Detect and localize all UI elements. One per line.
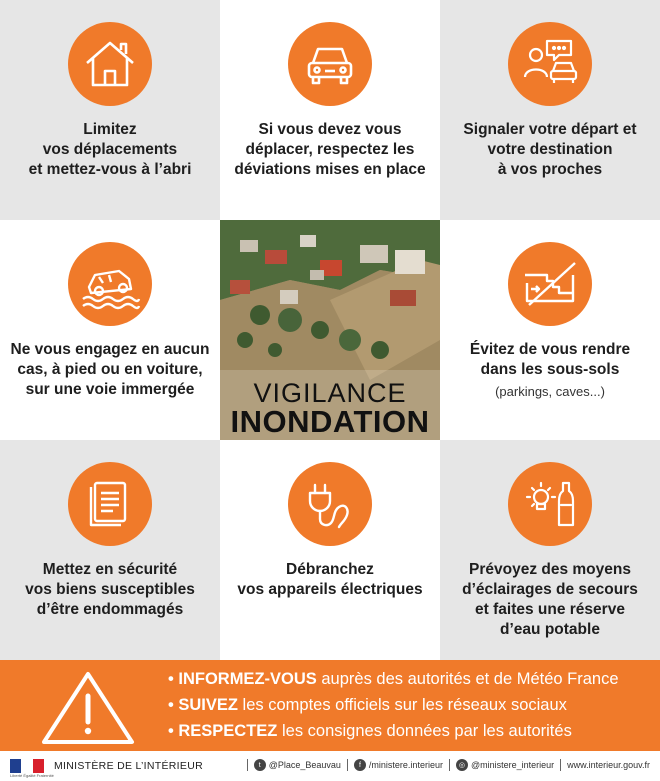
banner-item-inform: • INFORMEZ-VOUS auprès des autorités et de Météo France <box>168 670 619 688</box>
no-basement-icon <box>508 242 592 326</box>
advice-unplug-devices <box>220 440 440 660</box>
cell-line: vos biens susceptibles <box>25 581 195 598</box>
car-icon <box>288 22 372 106</box>
car-in-water-icon <box>68 242 152 326</box>
french-flag-logo <box>10 759 44 773</box>
twitter-icon: t <box>254 759 266 771</box>
cell-line: Débranchez <box>286 561 374 578</box>
documents-icon <box>68 462 152 546</box>
advice-emergency-lighting-water <box>440 440 660 660</box>
cell-line: déplacer, respectez les <box>245 141 415 158</box>
footer <box>0 751 660 781</box>
banner-item-respect: • RESPECTEZ les consignes données par les autorités <box>168 722 572 740</box>
cell-subtext: (parkings, caves...) <box>495 384 605 399</box>
cell-line: et faites une réserve <box>475 601 625 618</box>
inondation-title: INONDATION <box>230 404 430 439</box>
cell-line: à vos proches <box>497 161 603 178</box>
cell-line: vos appareils électriques <box>237 581 423 598</box>
plug-icon <box>288 462 372 546</box>
banner-item-follow: • SUIVEZ les comptes officiels sur les réseaux sociaux <box>168 696 567 714</box>
website-link[interactable]: www.interieur.gouv.fr <box>567 760 650 770</box>
advice-limit-travel <box>0 0 220 220</box>
republic-motto: Liberté Égalité Fraternité <box>10 773 54 778</box>
advice-respect-deviations <box>220 0 440 220</box>
cell-line: Prévoyez des moyens <box>469 561 631 578</box>
advice-banner <box>0 660 660 751</box>
flood-photo <box>220 220 440 440</box>
cell-line: votre destination <box>487 141 613 158</box>
cell-line: d’être endommagés <box>36 601 184 618</box>
instagram-link[interactable]: @ministere_interieur <box>470 760 555 770</box>
cell-line: Évitez de vous rendre <box>469 341 631 358</box>
cell-line: sur une voie immergée <box>25 381 195 398</box>
cell-line: et mettez-vous à l’abri <box>28 161 192 178</box>
twitter-link[interactable]: @Place_Beauvau <box>268 760 341 770</box>
advice-no-flooded-road <box>0 220 220 440</box>
cell-line: Ne vous engagez en aucun <box>10 341 210 358</box>
ministry-name: MINISTÈRE DE L’INTÉRIEUR <box>54 760 203 772</box>
advice-secure-belongings <box>0 440 220 660</box>
cell-line: vos déplacements <box>42 141 178 158</box>
facebook-link[interactable]: /ministere.interieur <box>368 760 443 770</box>
vigilance-title: VIGILANCE <box>253 378 407 408</box>
cell-line: Signaler votre départ et <box>463 121 637 138</box>
facebook-icon: f <box>354 759 366 771</box>
social-links <box>241 759 650 771</box>
instagram-icon: ◎ <box>456 759 468 771</box>
cell-line: d’éclairages de secours <box>462 581 638 598</box>
advice-avoid-basements <box>440 220 660 440</box>
person-car-message-icon <box>508 22 592 106</box>
light-bottle-icon <box>508 462 592 546</box>
advice-signal-departure <box>440 0 660 220</box>
house-icon <box>68 22 152 106</box>
cell-line: d’eau potable <box>500 621 600 638</box>
cell-line: Limitez <box>83 121 137 138</box>
cell-line: cas, à pied ou en voiture, <box>17 361 203 378</box>
cell-line: dans les sous-sols <box>480 361 620 378</box>
cell-line: déviations mises en place <box>234 161 426 178</box>
cell-line: Si vous devez vous <box>258 121 402 138</box>
cell-line: Mettez en sécurité <box>42 561 178 578</box>
warning-icon <box>38 668 138 748</box>
